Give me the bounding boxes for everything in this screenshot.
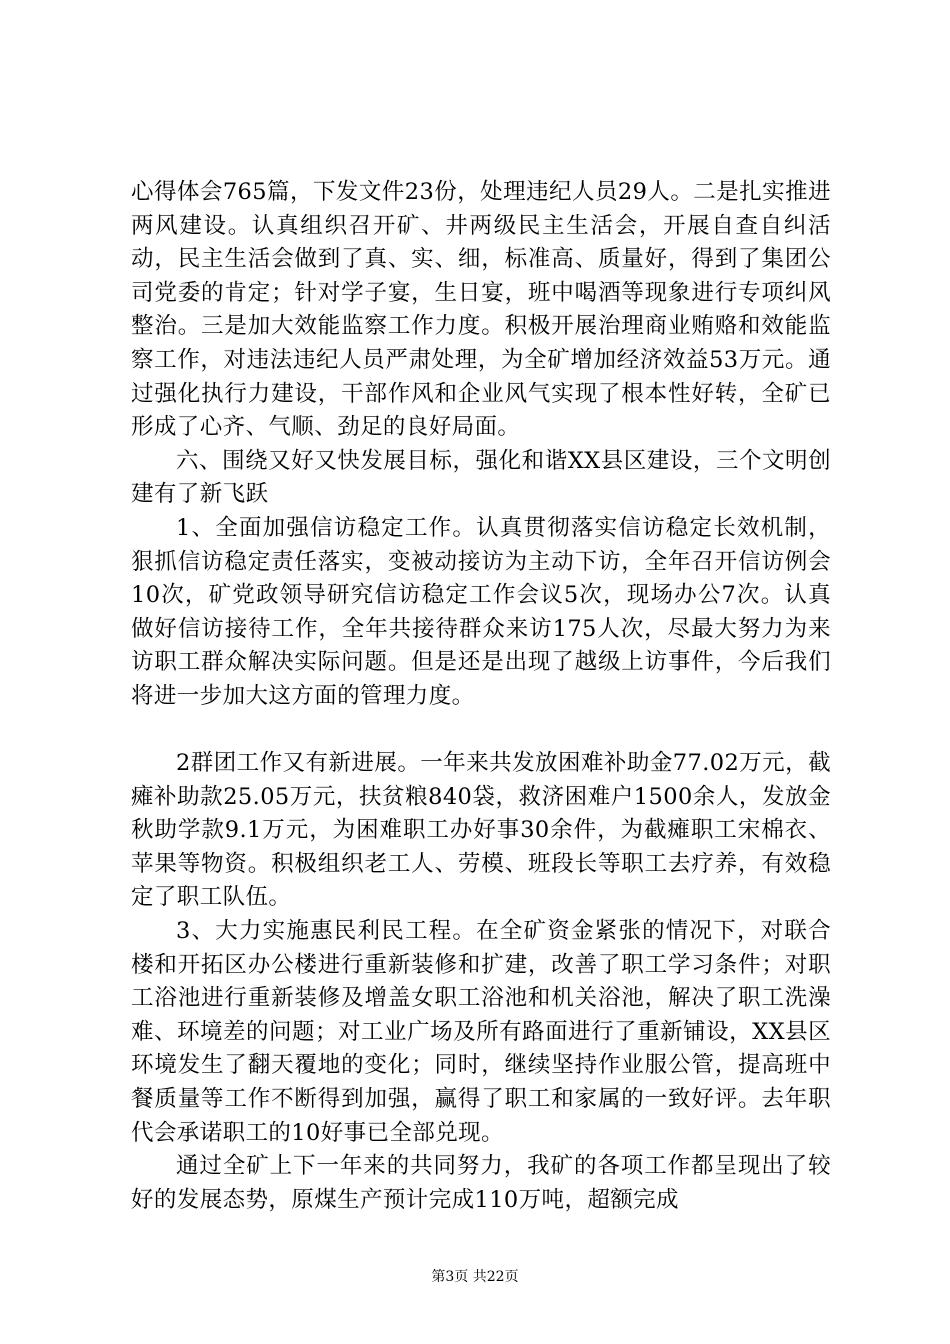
page-footer <box>0 1268 950 1286</box>
section-heading-six: 六、围绕又好又快发展目标，强化和谐XX县区建设，三个文明创建有了新飞跃 <box>131 447 831 508</box>
page-number: 第3页 共22页 <box>431 1269 519 1285</box>
paragraph-gap <box>131 714 831 748</box>
paragraph-welfare-projects: 3、大力实施惠民利民工程。在全矿资金紧张的情况下，对联合楼和开拓区办公楼进行重新装修和扩建，改善了职工学习条件；对职工浴池进行重新装修及增盖女职工浴池和机关浴池，解决了职工洗澡难、环境差的问题；对工业广场及所有路面进行了重新铺设，XX县区环境发生了翻天覆地的变化；同时，继续坚持作业服公管，提高班中餐质量等工作不断得到加强，赢得了职工和家属的一致好评。去年职代会承诺职工的10好事已全部兑现。 <box>131 918 831 1146</box>
paragraph-discipline-summary: 心得体会765篇，下发文件23份，处理违纪人员29人。二是扎实推进两风建设。认真组织召开矿、井两级民主生活会，开展自查自纠活动，民主生活会做到了真、实、细，标准高、质量好，得到了集团公司党委的肯定；针对学子宴，生日宴，班中喝酒等现象进行专项纠风整治。三是加大效能监察工作力度。积极开展治理商业贿赂和效能监察工作，对违法违纪人员严肃处理，为全矿增加经济效益53万元。通过强化执行力建设，干部作风和企业风气实现了根本性好转，全矿已形成了心齐、气顺、劲足的良好局面。 <box>131 179 831 441</box>
document-body <box>131 176 831 1217</box>
paragraph-conclusion: 通过全矿上下一年来的共同努力，我矿的各项工作都呈现出了较好的发展态势，原煤生产预计完成110万吨，超额完成 <box>131 1153 831 1213</box>
paragraph-petition-stability: 1、全面加强信访稳定工作。认真贯彻落实信访稳定长效机制，狠抓信访稳定责任落实，变被动接访为主动下访，全年召开信访例会10次，矿党政领导研究信访稳定工作会议5次，现场办公7次。认真做好信访接待工作，全年共接待群众来访175人次，尽最大努力为来访职工群众解决实际问题。但是还是出现了越级上访事件，今后我们将进一步加大这方面的管理力度。 <box>131 514 831 709</box>
paragraph-mass-organization: 2群团工作又有新进展。一年来共发放困难补助金77.02万元，截瘫补助款25.05万元，扶贫粮840袋，救济困难户1500余人，发放金秋助学款9.1万元，为困难职工办好事30余件，为截瘫职工宋棉衣、苹果等物资。积极组织老工人、劳模、班段长等职工去疗养，有效稳定了职工队伍。 <box>131 750 831 911</box>
